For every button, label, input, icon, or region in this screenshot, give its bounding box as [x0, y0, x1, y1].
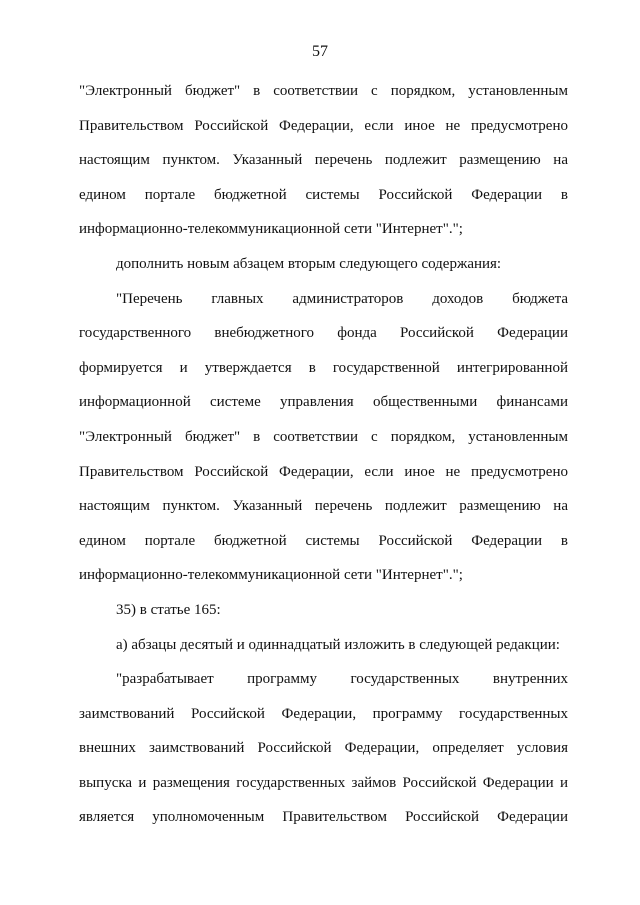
document-body — [79, 74, 568, 835]
text-line: информационно-телекоммуникационной сети "Интернет"."; — [79, 567, 463, 584]
text-line: настоящим пунктом. Указанный перечень подлежит размещению на — [79, 498, 568, 515]
text-line: "Перечень главных администраторов доходов бюджета — [116, 290, 568, 307]
text-line: едином портале бюджетной системы Российской Федерации в — [79, 186, 568, 203]
text-line: формируется и утверждается в государственной интегрированной — [79, 359, 568, 376]
text-line: Правительством Российской Федерации, если иное не предусмотрено — [79, 117, 568, 134]
text-line: государственного внебюджетного фонда Российской Федерации — [79, 325, 568, 342]
text-line: настоящим пунктом. Указанный перечень подлежит размещению на — [79, 152, 568, 169]
text-line: выпуска и размещения государственных займов Российской Федерации и — [79, 774, 568, 791]
text-line: заимствований Российской Федерации, программу государственных — [79, 705, 568, 722]
text-line: 35) в статье 165: — [116, 601, 221, 618]
text-line: дополнить новым абзацем вторым следующего содержания: — [116, 255, 502, 272]
text-line: а) абзацы десятый и одиннадцатый изложить в следующей редакции: — [116, 636, 560, 653]
page-number: 57 — [312, 43, 328, 60]
text-line: является уполномоченным Правительством Российской Федерации — [79, 809, 568, 826]
text-line: "Электронный бюджет" в соответствии с порядком, установленным — [79, 428, 568, 445]
text-line: информационно-телекоммуникационной сети "Интернет"."; — [79, 221, 463, 238]
text-line: "разрабатывает программу государственных внутренних — [116, 671, 568, 688]
text-line: информационной системе управления общественными финансами — [79, 394, 568, 411]
text-line: едином портале бюджетной системы Российской Федерации в — [79, 532, 568, 549]
text-line: "Электронный бюджет" в соответствии с порядком, установленным — [79, 83, 568, 99]
text-line: внешних заимствований Российской Федерации, определяет условия — [79, 740, 568, 757]
text-line: Правительством Российской Федерации, если иное не предусмотрено — [79, 463, 568, 480]
